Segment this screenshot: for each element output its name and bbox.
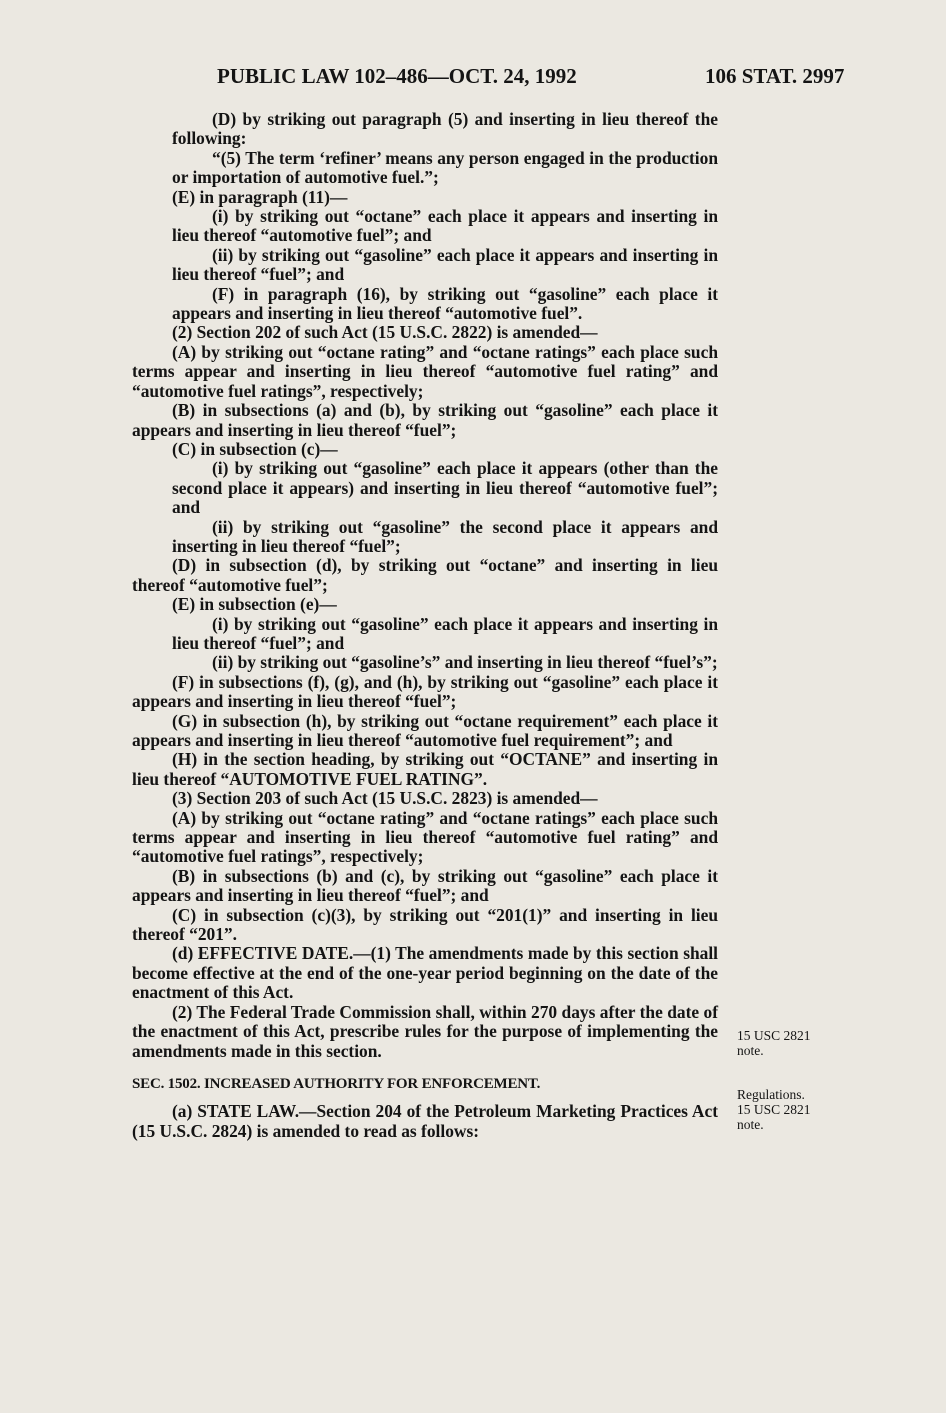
paragraph: (F) in paragraph (16), by striking out “gasoline” each place it appears and inserting in lieu thereof “automotive fuel”. [172, 283, 718, 324]
margin-note-regulations [737, 1087, 847, 1132]
paragraph: (i) by striking out “octane” each place it appears and inserting in lieu thereof “automotive fuel”; and [172, 206, 718, 246]
paragraph: (D) by striking out paragraph (5) and inserting in lieu thereof the following: [172, 109, 718, 149]
section-heading: SEC. 1502. INCREASED AUTHORITY FOR ENFORCEMENT. [132, 1075, 541, 1092]
paragraph: (A) by striking out “octane rating” and “octane ratings” each place such terms appear and inserting in lieu thereof “automotive fuel rating” and “automotive fuel ratings”, respectively; [132, 341, 718, 401]
paragraph: (E) in subsection (e)— [172, 594, 337, 615]
paragraph: (C) in subsection (c)— [172, 438, 338, 459]
paragraph: (F) in subsections (f), (g), and (h), by striking out “gasoline” each place it appears and inserting in lieu thereof “fuel”; [132, 671, 718, 712]
paragraph: (a) STATE LAW.—Section 204 of the Petroleum Marketing Practices Act (15 U.S.C. 2824) is amended to read as follows: [132, 1101, 718, 1141]
paragraph: (2) The Federal Trade Commission shall, within 270 days after the date of the enactment of this Act, prescribe rules for the purpose of implementing the amendments made in this section. [132, 1001, 718, 1061]
margin-note-line: note. [737, 1117, 764, 1132]
paragraph: (i) by striking out “gasoline” each place it appears (other than the second place it appears) and inserting in lieu thereof “automotive fuel”; and [172, 458, 718, 518]
margin-note-line: 15 USC 2821 [737, 1102, 811, 1117]
paragraph: (C) in subsection (c)(3), by striking out “201(1)” and inserting in lieu thereof “201”. [132, 904, 718, 945]
paragraph: (G) in subsection (h), by striking out “octane requirement” each place it appears and inserting in lieu thereof “automotive fuel requirement”; and [132, 710, 718, 750]
margin-note-line: note. [737, 1043, 764, 1058]
paragraph: (3) Section 203 of such Act (15 U.S.C. 2823) is amended— [172, 788, 598, 809]
paragraph: (A) by striking out “octane rating” and “octane ratings” each place such terms appear and inserting in lieu thereof “automotive fuel rating” and “automotive fuel ratings”, respectively; [132, 807, 718, 867]
paragraph: (B) in subsections (b) and (c), by striking out “gasoline” each place it appears and inserting in lieu thereof “fuel”; and [132, 865, 718, 906]
paragraph: (ii) by striking out “gasoline’s” and inserting in lieu thereof “fuel’s”; [212, 652, 718, 673]
statute-page-number: 106 STAT. 2997 [705, 64, 845, 88]
page-header [0, 64, 946, 94]
paragraph: (ii) by striking out “gasoline” each place it appears and inserting in lieu thereof “fuel”; and [172, 244, 718, 285]
paragraph: (2) Section 202 of such Act (15 U.S.C. 2822) is amended— [172, 322, 598, 343]
body-text [132, 110, 718, 1141]
paragraph: (D) in subsection (d), by striking out “octane” and inserting in lieu thereof “automotive fuel”; [132, 555, 718, 595]
running-head: PUBLIC LAW 102–486—OCT. 24, 1992 [217, 64, 577, 88]
paragraph: (i) by striking out “gasoline” each place it appears and inserting in lieu thereof “fuel”; and [172, 613, 718, 653]
margin-note-line: Regulations. [737, 1087, 805, 1102]
paragraph: (H) in the section heading, by striking out “OCTANE” and inserting in lieu thereof “AUTOMOTIVE FUEL RATING”. [132, 749, 718, 789]
paragraph: (d) EFFECTIVE DATE.—(1) The amendments made by this section shall become effective at the end of the one-year period beginning on the date of the enactment of this Act. [132, 943, 718, 1003]
margin-note-line: 15 USC 2821 [737, 1028, 811, 1043]
paragraph: (E) in paragraph (11)— [172, 186, 348, 207]
paragraph: “(5) The term ‘refiner’ means any person engaged in the production or importation of automotive fuel.”; [172, 147, 718, 188]
paragraph: (ii) by striking out “gasoline” the second place it appears and inserting in lieu thereof “fuel”; [172, 516, 718, 556]
margin-note-citation [737, 1028, 847, 1058]
paragraph: (B) in subsections (a) and (b), by striking out “gasoline” each place it appears and inserting in lieu thereof “fuel”; [132, 400, 718, 440]
